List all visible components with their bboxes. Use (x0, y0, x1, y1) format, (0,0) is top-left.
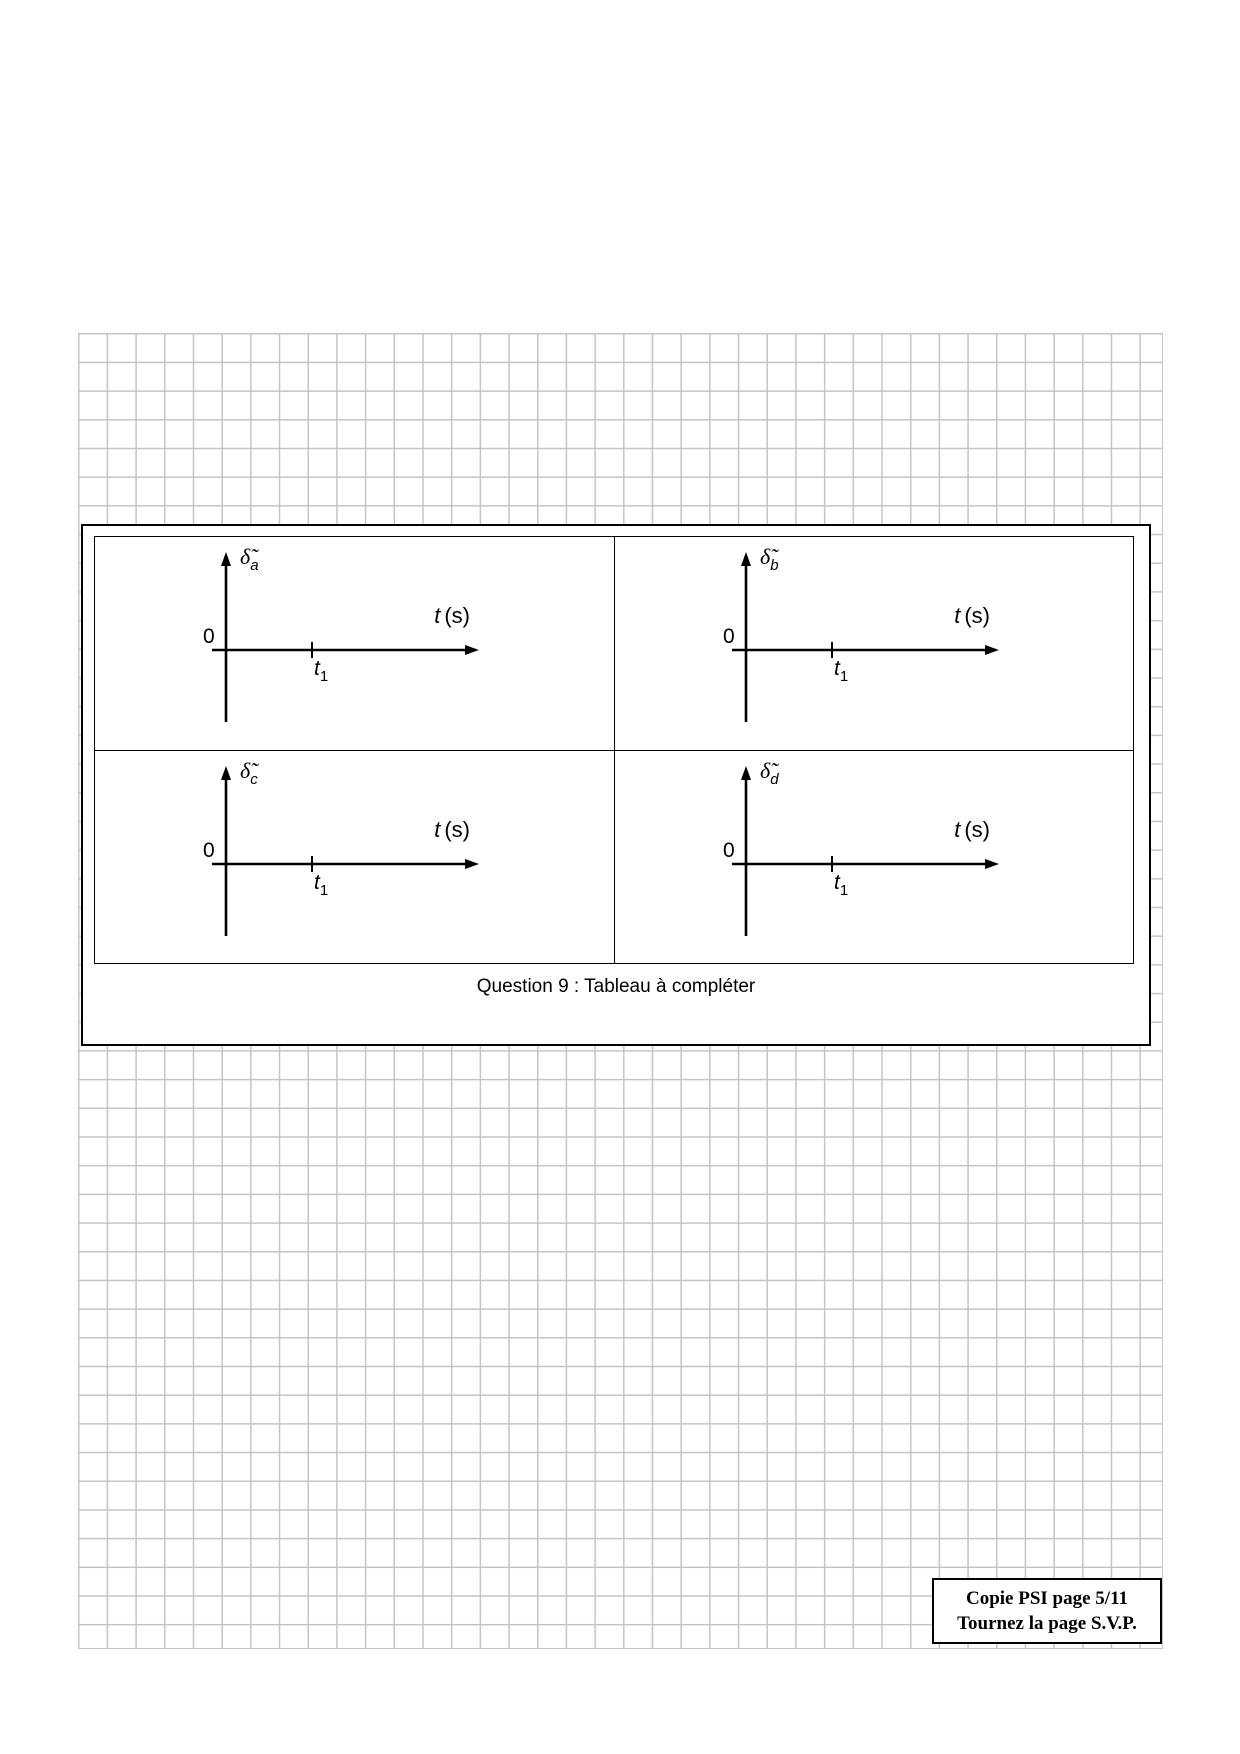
answer-table (94, 536, 1134, 964)
y-axis-label-a: $\deltã_a$ (240, 544, 259, 574)
page-footer-box (932, 1578, 1162, 1644)
origin-label-c: 0 (203, 839, 215, 862)
table-cell-a[interactable] (95, 537, 614, 750)
origin-label-d: 0 (723, 839, 735, 862)
table-cell-c[interactable] (95, 750, 614, 963)
figure-caption: Question 9 : Tableau à compléter (476, 976, 756, 997)
footer-page-number: Copie PSI page 5/11 (965, 1588, 1129, 1609)
y-axis-arrow-d (741, 766, 751, 780)
figure-frame (81, 524, 1151, 1046)
table-cell-d[interactable] (614, 750, 1133, 963)
x-axis-label-d: t (s) (954, 817, 990, 842)
graph-b (615, 537, 1134, 750)
x-axis-label-b: t (s) (954, 603, 990, 628)
x-axis-arrow-b (985, 645, 999, 655)
y-axis-arrow-b (741, 552, 751, 566)
origin-label-a: 0 (203, 625, 215, 648)
y-axis-label-c: $\deltã_c$ (240, 758, 258, 788)
tick-label-c: $t_1$ (314, 871, 329, 899)
x-axis-arrow-a (465, 645, 479, 655)
tick-label-a: $t_1$ (314, 657, 329, 685)
graph-d (615, 751, 1134, 964)
x-axis-arrow-c (465, 859, 479, 869)
x-axis-label-c: t (s) (434, 817, 470, 842)
graph-c (95, 751, 614, 964)
x-axis-label-a: t (s) (434, 603, 470, 628)
origin-label-b: 0 (723, 625, 735, 648)
y-axis-label-d: $\deltã_d$ (760, 758, 779, 788)
footer-turn-page: Tournez la page S.V.P. (957, 1613, 1137, 1634)
tick-label-b: $t_1$ (834, 657, 849, 685)
graph-a (95, 537, 614, 750)
y-axis-arrow-a (221, 552, 231, 566)
x-axis-arrow-d (985, 859, 999, 869)
y-axis-arrow-c (221, 766, 231, 780)
y-axis-label-b: $\deltã_b$ (760, 544, 779, 574)
tick-label-d: $t_1$ (834, 871, 849, 899)
table-cell-b[interactable] (614, 537, 1133, 750)
